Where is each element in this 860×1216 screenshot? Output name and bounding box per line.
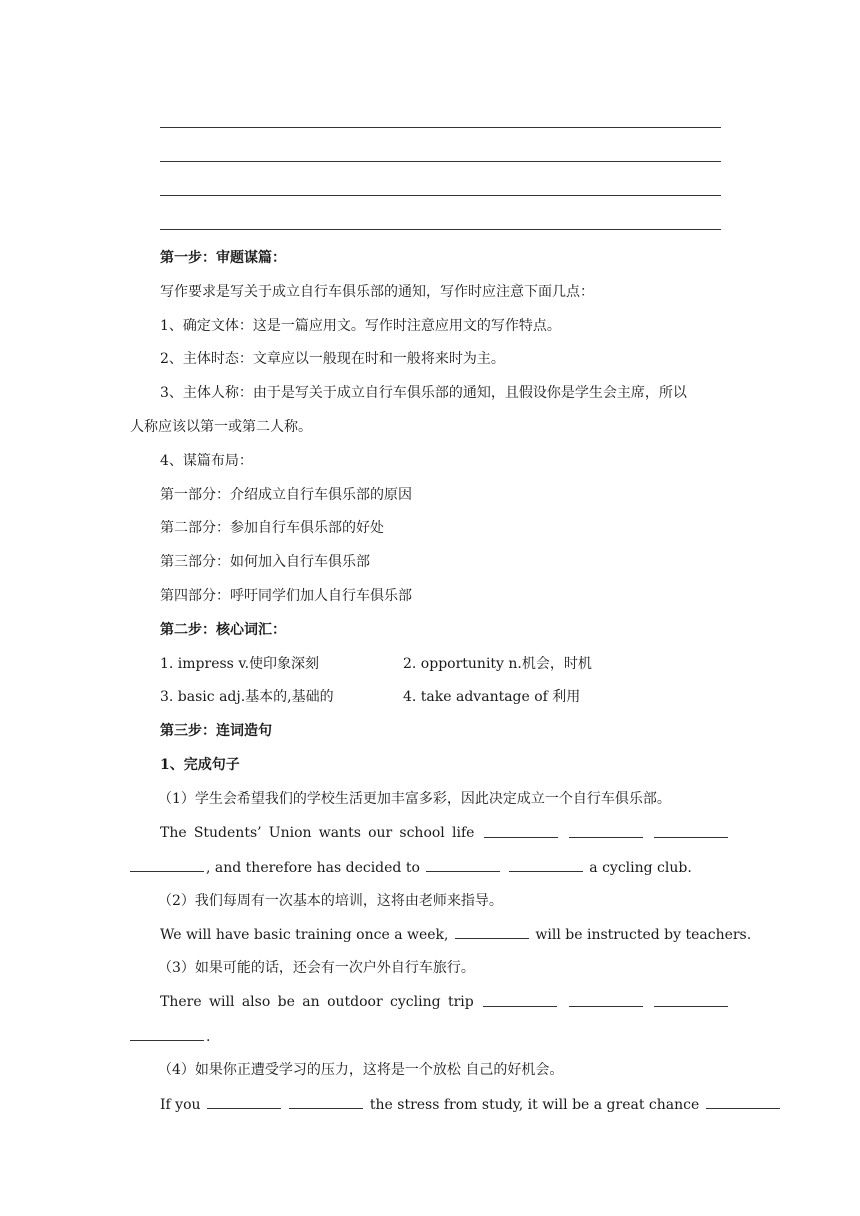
question3-english-line2 — [130, 1026, 730, 1047]
question1-english-line1 — [160, 823, 730, 843]
step2-heading: 第二步：核心词汇： — [160, 622, 286, 638]
answer-line — [160, 161, 721, 162]
sentence-fragment: If you — [160, 1097, 201, 1113]
blank[interactable] — [426, 857, 500, 872]
blank[interactable] — [289, 1094, 363, 1109]
step3-heading: 第三步：连词造句 — [160, 723, 272, 739]
step1-intro: 写作要求是写关于成立自行车俱乐部的通知，写作时应注意下面几点： — [160, 284, 594, 300]
question3-chinese: （3）如果可能的话，还会有一次户外自行车旅行。 — [158, 960, 475, 976]
blank[interactable] — [130, 857, 204, 872]
answer-line — [160, 229, 721, 230]
blank[interactable] — [569, 992, 643, 1007]
sentence-end: . — [206, 1029, 211, 1045]
question3-english-line1 — [160, 992, 730, 1012]
layout-part4: 第四部分：呼吁同学们加人自行车俱乐部 — [160, 588, 412, 604]
blank[interactable] — [130, 1026, 204, 1041]
blank[interactable] — [207, 1094, 281, 1109]
question4-english — [160, 1094, 730, 1115]
point-genre: 1、确定文体：这是一篇应用文。写作时注意应用文的写作特点。 — [160, 318, 561, 334]
word: our — [368, 825, 393, 841]
vocab-item-col2: 4. take advantage of 利用 — [403, 689, 581, 705]
word: The — [160, 825, 187, 841]
word: There — [160, 994, 202, 1010]
question1-english-line2 — [130, 857, 730, 878]
word: school — [399, 825, 445, 841]
blank[interactable] — [455, 924, 529, 939]
point-person-line2: 人称应该以第一或第二人称。 — [130, 419, 312, 435]
vocab-item-col2: 2. opportunity n.机会，时机 — [403, 656, 592, 672]
point-layout: 4、谋篇布局： — [160, 453, 253, 469]
sentence-fragment: We will have basic training once a week, — [160, 927, 449, 943]
blank[interactable] — [569, 823, 643, 838]
question2-chinese: （2）我们每周有一次基本的培训，这将由老师来指导。 — [158, 893, 503, 909]
step1-heading: 第一步：审题谋篇： — [160, 250, 286, 266]
sentence-fragment: will be instructed by teachers. — [535, 927, 752, 943]
point-person-line1: 3、主体人称：由于是写关于成立自行车俱乐部的通知，且假设你是学生会主席，所以 — [160, 385, 687, 401]
blank[interactable] — [509, 857, 583, 872]
blank[interactable] — [654, 823, 728, 838]
word: an — [302, 994, 320, 1010]
question2-english — [160, 924, 752, 945]
sentence-fragment: a cycling club. — [589, 860, 692, 876]
blank[interactable] — [706, 1094, 780, 1109]
word: life — [451, 825, 475, 841]
step3-subheading: 1、完成句子 — [160, 757, 240, 773]
layout-part2: 第二部分：参加自行车俱乐部的好处 — [160, 520, 384, 536]
word: also — [241, 994, 271, 1010]
word: Students’ — [193, 825, 262, 841]
word: cycling — [390, 994, 441, 1010]
question4-chinese: （4）如果你正遭受学习的压力，这将是一个放松 自己的好机会。 — [158, 1062, 564, 1078]
word: wants — [318, 825, 361, 841]
blank[interactable] — [654, 992, 728, 1007]
word: will — [209, 994, 235, 1010]
vocab-item: 3. basic adj.基本的,基础的 — [160, 689, 334, 705]
layout-part3: 第三部分：如何加入自行车俱乐部 — [160, 554, 370, 570]
word: trip — [447, 994, 474, 1010]
sentence-fragment: , and therefore has decided to — [206, 860, 420, 876]
point-tense: 2、主体时态：文章应以一般现在时和一般将来时为主。 — [160, 351, 505, 367]
answer-line — [160, 195, 721, 196]
answer-line — [160, 127, 721, 128]
word: Union — [268, 825, 312, 841]
word: be — [277, 994, 295, 1010]
question1-chinese: （1）学生会希望我们的学校生活更加丰富多彩，因此决定成立一个自行车俱乐部。 — [158, 791, 671, 807]
layout-part1: 第一部分：介绍成立自行车俱乐部的原因 — [160, 487, 412, 503]
blank[interactable] — [484, 823, 558, 838]
word: outdoor — [327, 994, 383, 1010]
blank[interactable] — [483, 992, 557, 1007]
vocab-item: 1. impress v.使印象深刻 — [160, 656, 320, 672]
sentence-fragment: the stress from study, it will be a great chance — [369, 1097, 700, 1113]
